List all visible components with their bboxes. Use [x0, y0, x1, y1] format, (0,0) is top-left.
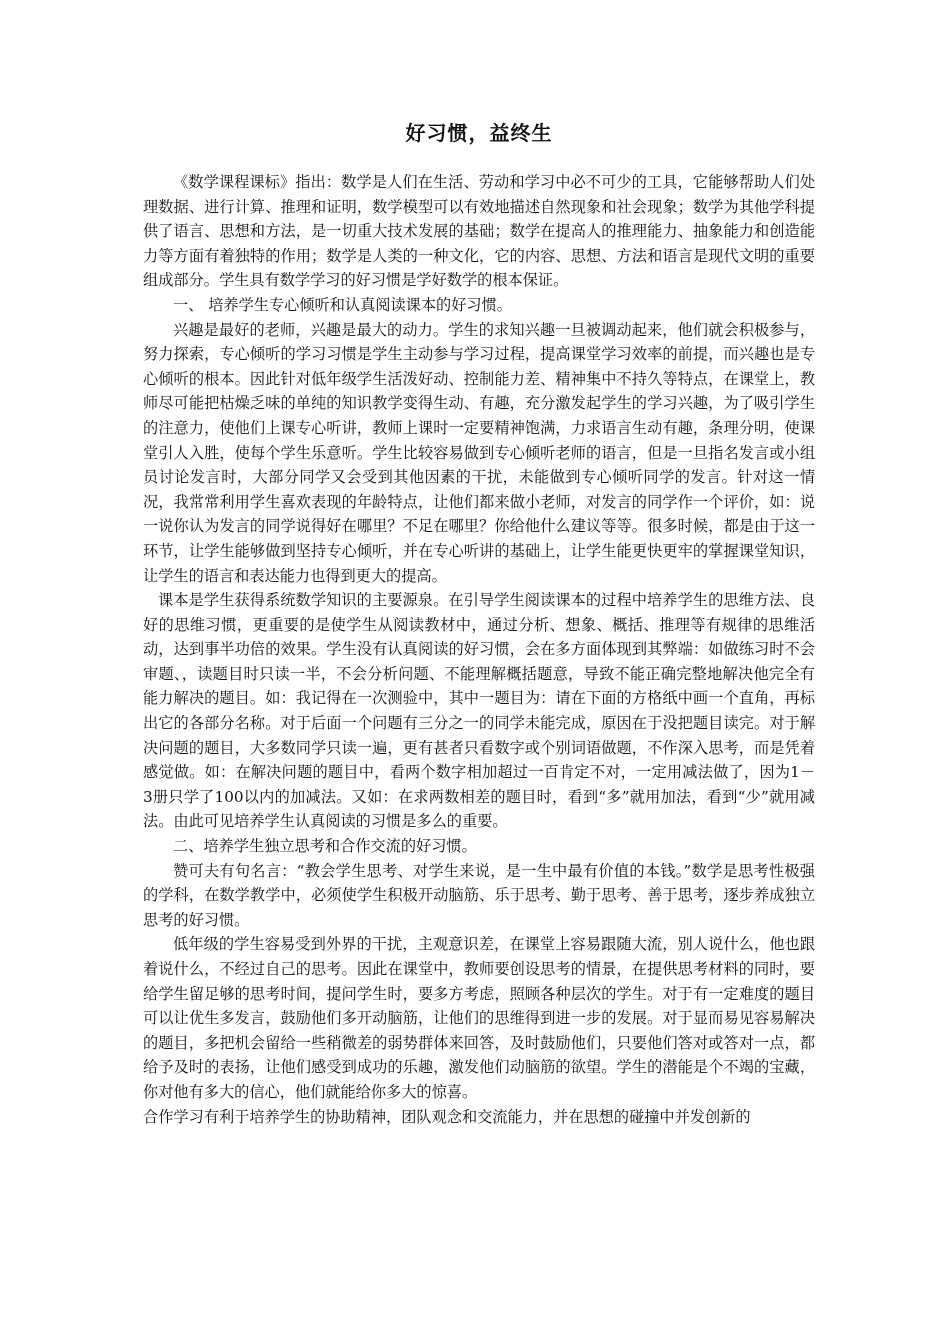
paragraph-textbook: 课本是学生获得系统数学知识的主要源泉。在引导学生阅读课本的过程中培养学生的思维方法、良好的思维习惯，更重要的是使学生从阅读教材中，通过分析、想象、概括、推理等有规律的思维活动，达到事半功倍的效果。学生没有认真阅读的好习惯，会在多方面体现到其弊端：如做练习时不会审题、，读题目时只读一半，不会分析问题、不能理解概括题意，导致不能正确完整地解决他完全有能力解决的题目。如：我记得在一次测验中，其中一题目为：请在下面的方格纸中画一个直角，再标出它的各部分名称。对于后面一个问题有三分之一的同学未能完成，原因在于没把题目读完。对于解决问题的题目，大多数同学只读一遍，更有甚者只看数字或个别词语做题，不作深入思考，而是凭着感觉做。如：在解决问题的题目中，看两个数字相加超过一百肯定不对，一定用减法做了，因为1－3册只学了100以内的加减法。又如：在求两数相差的题目时，看到“多”就用加法，看到“少”就用减法。由此可见培养学生认真阅读的习惯是多么的重要。	[143, 591, 815, 831]
paragraph-interest: 兴趣是最好的老师，兴趣是最大的动力。学生的求知兴趣一旦被调动起来，他们就会积极参与，努力探索，专心倾听的学习习惯是学生主动参与学习过程，提高课堂学习效率的前提，而兴趣也是专心倾听的根本。因此针对低年级学生活泼好动、控制能力差、精神集中不持久等特点，在课堂上，教师尽可能把枯燥乏味的单纯的知识教学变得生动、有趣，充分激发起学生的学习兴趣，为了吸引学生的注意力，使他们上课专心听讲，教师上课时一定要精神饱满，力求语言生动有趣，条理分明，使课堂引人入胜，使每个学生乐意听。学生比较容易做到专心倾听老师的语言，但是一旦指名发言或小组员讨论发言时，大部分同学又会受到其他因素的干扰，未能做到专心倾听同学的发言。针对这一情况，我常常利用学生喜欢表现的年龄特点，让他们都来做小老师，对发言的同学作一个评价，如：说一说你认为发言的同学说得好在哪里？不足在哪里？你给他什么建议等等。很多时候，都是由于这一环节，让学生能够做到坚持专心倾听，并在专心听讲的基础上，让学生能更快更牢的掌握课堂知识，让学生的语言和表达能力也得到更大的提高。	[143, 320, 815, 585]
section-heading-1: 一、 培养学生专心倾听和认真阅读课本的好习惯。	[173, 295, 512, 314]
document-page	[143, 118, 815, 1129]
section-heading-2: 二、培养学生独立思考和合作交流的好习惯。	[173, 837, 477, 856]
paragraph-low-grade: 低年级的学生容易受到外界的干扰，主观意识差，在课堂上容易跟随大流，别人说什么，他也跟着说什么，不经过自己的思考。因此在课堂中，教师要创设思考的情景，在提供思考材料的同时，要给学生留足够的思考时间，提问学生时，要多方考虑，照顾各种层次的学生。对于有一定难度的题目可以让优生多发言，鼓励他们多开动脑筋，让他们的思维得到进一步的发展。对于显而易见容易解决的题目，多把机会留给一些稍微差的弱势群体来回答，及时鼓励他们，只要他们答对或答对一点，都给予及时的表扬，让他们感受到成功的乐趣，激发他们动脑筋的欲望。学生的潜能是个不竭的宝藏，你对他有多大的信心，他们就能给你多大的惊喜。	[143, 935, 815, 1101]
paragraph-quote: 赞可夫有句名言：“教会学生思考、对学生来说，是一生中最有价值的本钱。”数学是思考性极强的学科，在数学教学中，必须使学生积极开动脑筋、乐于思考、勤于思考、善于思考，逐步养成独立思考的好习惯。	[143, 861, 815, 929]
paragraph-cooperation: 合作学习有利于培养学生的协助精神，团队观念和交流能力，并在思想的碰撞中并发创新的	[143, 1107, 751, 1126]
paragraph-intro: 《数学课程课标》指出：数学是人们在生活、劳动和学习中必不可少的工具，它能够帮助人们处理数据、进行计算、推理和证明，数学模型可以有效地描述自然现象和社会现象；数学为其他学科提供了语言、思想和方法，是一切重大技术发展的基础；数学在提高人的推理能力、抽象能力和创造能力等方面有着独特的作用；数学是人类的一种文化，它的内容、思想、方法和语言是现代文明的重要组成部分。学生具有数学学习的好习惯是学好数学的根本保证。	[143, 173, 815, 290]
document-title: 好习惯，益终生	[405, 121, 553, 145]
